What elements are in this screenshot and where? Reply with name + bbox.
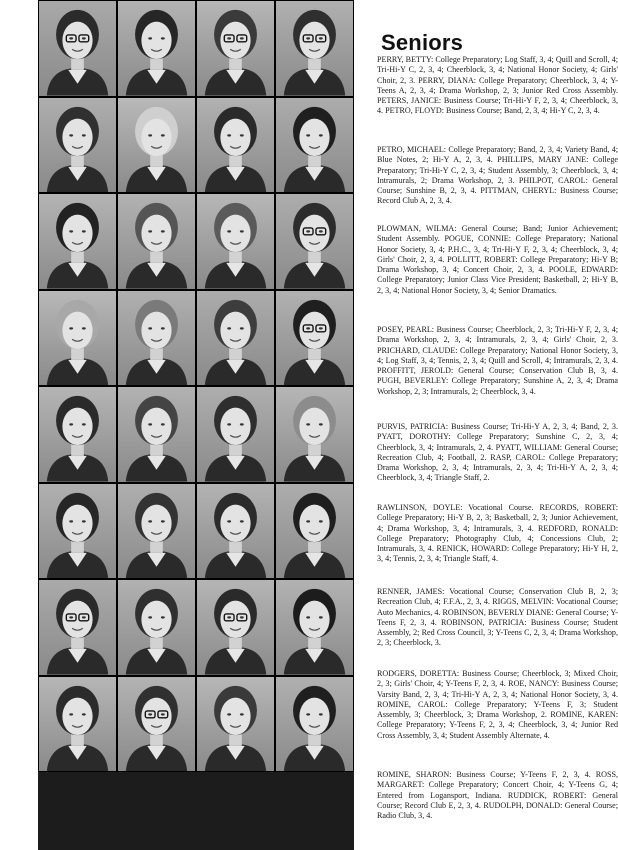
senior-portrait: [196, 579, 275, 676]
senior-portrait: [38, 193, 117, 290]
senior-portrait: [117, 579, 196, 676]
senior-portrait: [117, 193, 196, 290]
senior-portrait: [275, 676, 354, 773]
entry-block-1: [377, 55, 618, 117]
senior-portrait-grid: [38, 0, 354, 850]
entry-text: PURVIS, PATRICIA: Business Course; Tri-Hi-Y A, 2, 3, 4; Band, 2, 3. PYATT, DOROTHY: College Preparatory; Sunshine C, 2, 3, 4; Cheerblock, 3, 4; Intramurals, 2, 4. PYATT, WILLIAM: General Course; Recreation Club, 4; Football, 2. RASP, CAROL: College Preparatory; Drama Workshop, 2, 3, 4; Intramurals, 2, 3, 4; Tri-Hi-Y A, 2, 3, 4; Cheerblock, 3, 4; Triangle Staff, 2.: [377, 422, 618, 483]
senior-portrait: [275, 290, 354, 387]
senior-portrait: [117, 290, 196, 387]
senior-portrait: [38, 676, 117, 773]
senior-portrait: [38, 97, 117, 194]
senior-portrait: [196, 97, 275, 194]
entry-block-8: [377, 669, 618, 741]
senior-portrait: [196, 193, 275, 290]
entry-text: ROMINE, SHARON: Business Course; Y-Teens F, 2, 3, 4. ROSS, MARGARET: College Preparatory; Concert Choir, 4; Y-Teens G, 4; Entered from Logansport, Indiana. RUDDICK, ROBERT: General Course; Record Club E, 2, 3, 4. RUDOLPH, DONALD: General Course; Radio Club, 3, 4.: [377, 770, 618, 821]
senior-portrait: [38, 386, 117, 483]
senior-portrait: [275, 483, 354, 580]
senior-portrait: [117, 676, 196, 773]
senior-portrait: [196, 290, 275, 387]
entry-block-9: [377, 770, 618, 821]
senior-portrait: [38, 290, 117, 387]
entry-text: RODGERS, DORETTA: Business Course; Cheerblock, 3; Mixed Choir, 2, 3; Girls' Choir, 4; Y-Teens F, 2, 3, 4. ROE, NANCY: Business Course; Varsity Band, 2, 3, 4; Tri-Hi-Y A, 2, 3, 4; National Honor Society, 3, 4. ROMINE, CAROL: College Preparatory; Y-Teens F, 3; Student Assembly, 3; Cheerblock, 3; Drama Workshop, 2. ROMINE, KAREN: College Preparatory; Y-Teens F, 2, 3, 4; Cheerblock, 3, 4; Junior Red Cross Assembly, 3, 4; Student Assembly Alternate, 4.: [377, 669, 618, 740]
senior-portrait: [275, 0, 354, 97]
senior-portrait: [196, 483, 275, 580]
senior-portrait: [196, 676, 275, 773]
senior-portrait: [117, 97, 196, 194]
entry-text: RENNER, JAMES: Vocational Course; Conservation Club B, 2, 3; Recreation Club, 4; F.F.A., 2, 3, 4. RIGGS, MELVIN: Vocational Course; Auto Mechanics, 4. ROBINSON, BEVERLY DIANE: General Course; Y-Teens F, 2, 3, 4. ROBINSON, PATRICIA: Business Course; Student Assembly, 2; Red Cross Council, 3; Y-Teens C, 2, 3, 4; Drama Workshop, 2, 3; Cheerblock, 3.: [377, 587, 618, 648]
entry-text: PLOWMAN, WILMA: General Course; Band; Junior Achievement; Student Assembly. POGUE, CONNIE: College Preparatory; National Honor Society, 3, 4; P.H.C., 3, 4; Tri-Hi-Y F, 2, 3, 4; Cheerblock, 3, 4; Girls' Choir, 2, 3, 4. POLLITT, ROBERT: College Preparatory; Hi-Y B; Drama Workshop, 3, 4; Concert Choir, 2, 3, 4. POOLE, EDWARD: College Preparatory; Junior Class Vice President; Basketball, 2; Hi-Y B, 2, 3, 4; National Honor Society, 3, 4; Senior Dramatics.: [377, 224, 618, 295]
senior-portrait: [275, 386, 354, 483]
senior-portrait: [196, 386, 275, 483]
entry-block-5: [377, 422, 618, 484]
entry-text: PETRO, MICHAEL: College Preparatory; Band, 2, 3, 4; Variety Band, 4; Blue Notes, 2; Hi-Y A, 2, 3, 4. PHILLIPS, MARY JANE: College Preparatory; Tri-Hi-Y C, 2, 3, 4; Student Assembly, 3; Cheerblock, 3, 4; Intramurals, 2; Drama Workshop, 2, 3. PHILPOT, CAROL: General Course; Sunshine B, 2, 3, 4. PITTMAN, CHERYL: Business Course; Record Club A, 2, 3, 4.: [377, 145, 618, 206]
senior-portrait: [117, 386, 196, 483]
entry-block-7: [377, 587, 618, 649]
entry-block-3: [377, 224, 618, 296]
page-title: Seniors: [381, 30, 464, 55]
senior-portrait: [38, 579, 117, 676]
senior-portrait: [275, 579, 354, 676]
senior-portrait: [196, 0, 275, 97]
senior-portrait: [275, 193, 354, 290]
entry-text: POSEY, PEARL: Business Course; Cheerblock, 2, 3; Tri-Hi-Y F, 2, 3, 4; Drama Workshop, 2, 3, 4; Intramurals, 2, 3, 4; Girls' Choir, 2, 3. PRICHARD, CLAUDE: College Preparatory; National Honor Society, 3, 4; Log Staff, 3, 4; Tennis, 2, 3, 4; Quill and Scroll, 4; Intramurals, 2, 3, 4. PROFFITT, JEROLD: General Course; Conservation Club B, 3, 4. PUGH, BEVERLEY: College Preparatory; Sunshine A, 2, 3, 4; Drama Workshop, 2, 3; Intramurals, 2; Cheerblock, 3, 4.: [377, 325, 618, 396]
senior-portrait: [38, 483, 117, 580]
entry-text: PERRY, BETTY: College Preparatory; Log Staff, 3, 4; Quill and Scroll, 4; Tri-Hi-Y C, 2, 3, 4; Cheerblock, 3, 4; National Honor Society, 4; Girls' Choir, 2, 3. PERRY, DIANA: College Preparatory; Cheerblock, 3, 4; Y-Teens A, 2, 3, 4; Drama Workshop, 2, 3; Junior Red Cross Assembly. PETERS, JANICE: Business Course; Tri-Hi-Y F, 2, 3, 4; Cheerblock, 3, 4. PETRO, FLOYD: Business Course; Band, 2, 3, 4; Hi-Y C, 2, 3, 4.: [377, 55, 618, 116]
entry-block-4: [377, 325, 618, 397]
senior-portrait: [38, 0, 117, 97]
entry-block-6: [377, 503, 618, 565]
entry-text: RAWLINSON, DOYLE: Vocational Course. RECORDS, ROBERT: College Preparatory; Hi-Y B, 2, 3; Basketball, 2, 3; Junior Achievement, 4; Drama Workshop, 3, 4; Intramurals, 3, 4. REDFORD, RONALD: College Preparatory; Photography Club, 4; Concessions Club, 2; Intramurals, 3, 4. RENICK, HOWARD: College Preparatory; Hi-Y H, 2, 3, 4; Tennis, 2, 3, 4; Triangle Staff, 4.: [377, 503, 618, 564]
senior-portrait: [275, 97, 354, 194]
senior-portrait: [117, 483, 196, 580]
entry-block-2: [377, 145, 618, 207]
senior-portrait: [117, 0, 196, 97]
